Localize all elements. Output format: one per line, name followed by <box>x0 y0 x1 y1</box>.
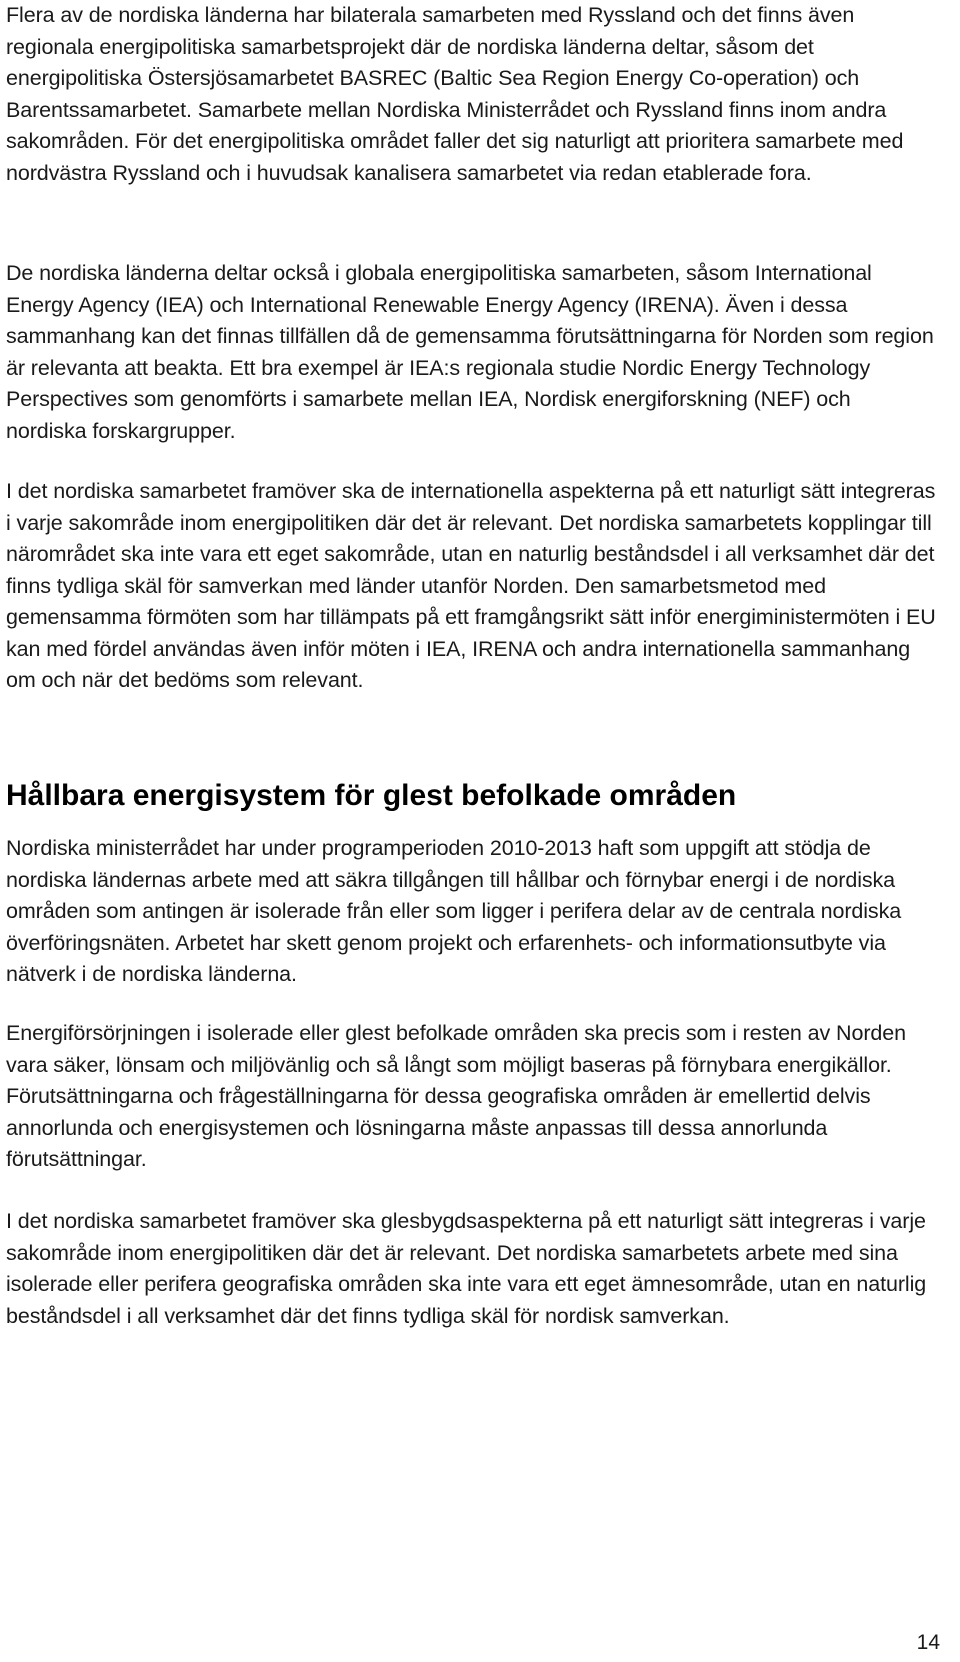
page-number: 14 <box>916 1631 940 1654</box>
paragraph-programme-period: Nordiska ministerrådet har under programperioden 2010-2013 haft som uppgift att stödja de nordiska ländernas arbete med att säkra tillgången till hållbar och förnybar energi i de nordiska områden som antingen är isolerade från eller som ligger i perifera delar av de centrala nordiska överföringsnäten. Arbetet har skett genom projekt och erfarenhets- och informationsutbyte via nätverk i de nordiska länderna. <box>6 836 902 986</box>
paragraph-global-cooperation: De nordiska länderna deltar också i globala energipolitiska samarbeten, såsom International Energy Agency (IEA) och International Renewable Energy Agency (IRENA). Även i dessa sammanhang kan det finnas tillfällen då de gemensamma förutsättningarna för Norden som region är relevanta att beakta. Ett bra exempel är IEA:s regionala studie Nordic Energy Technology Perspectives som genomförts i samarbete mellan IEA, Nordisk energiforskning (NEF) och nordiska forskargrupper. <box>6 261 934 443</box>
paragraph-bilateral-cooperation: Flera av de nordiska länderna har bilaterala samarbeten med Ryssland och det finns även regionala energipolitiska samarbetsprojekt där de nordiska länderna deltar, såsom det energipolitiska Östersjösamarbetet BASREC (Baltic Sea Region Energy Co-operation) och Barentssamarbetet. Samarbete mellan Nordiska Ministerrådet och Ryssland finns inom andra sakområden. För det energipolitiska området faller det sig naturligt att prioritera samarbete med nordvästra Ryssland och i huvudsak kanalisera samarbetet via redan etablerade fora. <box>6 3 904 185</box>
paragraph-rural-aspects: I det nordiska samarbetet framöver ska glesbygdsaspekterna på ett naturligt sätt integreras i varje sakområde inom energipolitiken där det är relevant. Det nordiska samarbetets arbete med sina isolerade eller perifera geografiska områden ska inte vara ett eget ämnesområde, utan en naturlig beståndsdel i all verksamhet där det finns tydliga skäl för nordisk samverkan. <box>6 1209 927 1328</box>
paragraph-international-aspects: I det nordiska samarbetet framöver ska de internationella aspekterna på ett naturligt sätt integreras i varje sakområde inom energipolitiken där det är relevant. Det nordiska samarbetets kopplingar till närområdet ska inte vara ett eget sakområde, utan en naturlig beståndsdel i all verksamhet där det finns tydliga skäl för samverkan med länder utanför Norden. Den samarbetsmetod med gemensamma förmöten som har tillämpats på ett framgångsrikt sätt inför energiministermöten i EU kan med fördel användas även inför möten i IEA, IRENA och andra internationella sammanhang om och när det bedöms som relevant. <box>6 479 936 692</box>
paragraph-energy-supply: Energiförsörjningen i isolerade eller glest befolkade områden ska precis som i resten av Norden vara säker, lönsam och miljövänlig och så långt som möjligt baseras på förnybara energikällor. Förutsättningarna och frågeställningarna för dessa geografiska områden är emellertid delvis annorlunda och energisystemen och lösningarna måste anpassas till dessa annorlunda förutsättningar. <box>6 1021 906 1171</box>
section-heading: Hållbara energisystem för glest befolkade områden <box>6 779 737 812</box>
